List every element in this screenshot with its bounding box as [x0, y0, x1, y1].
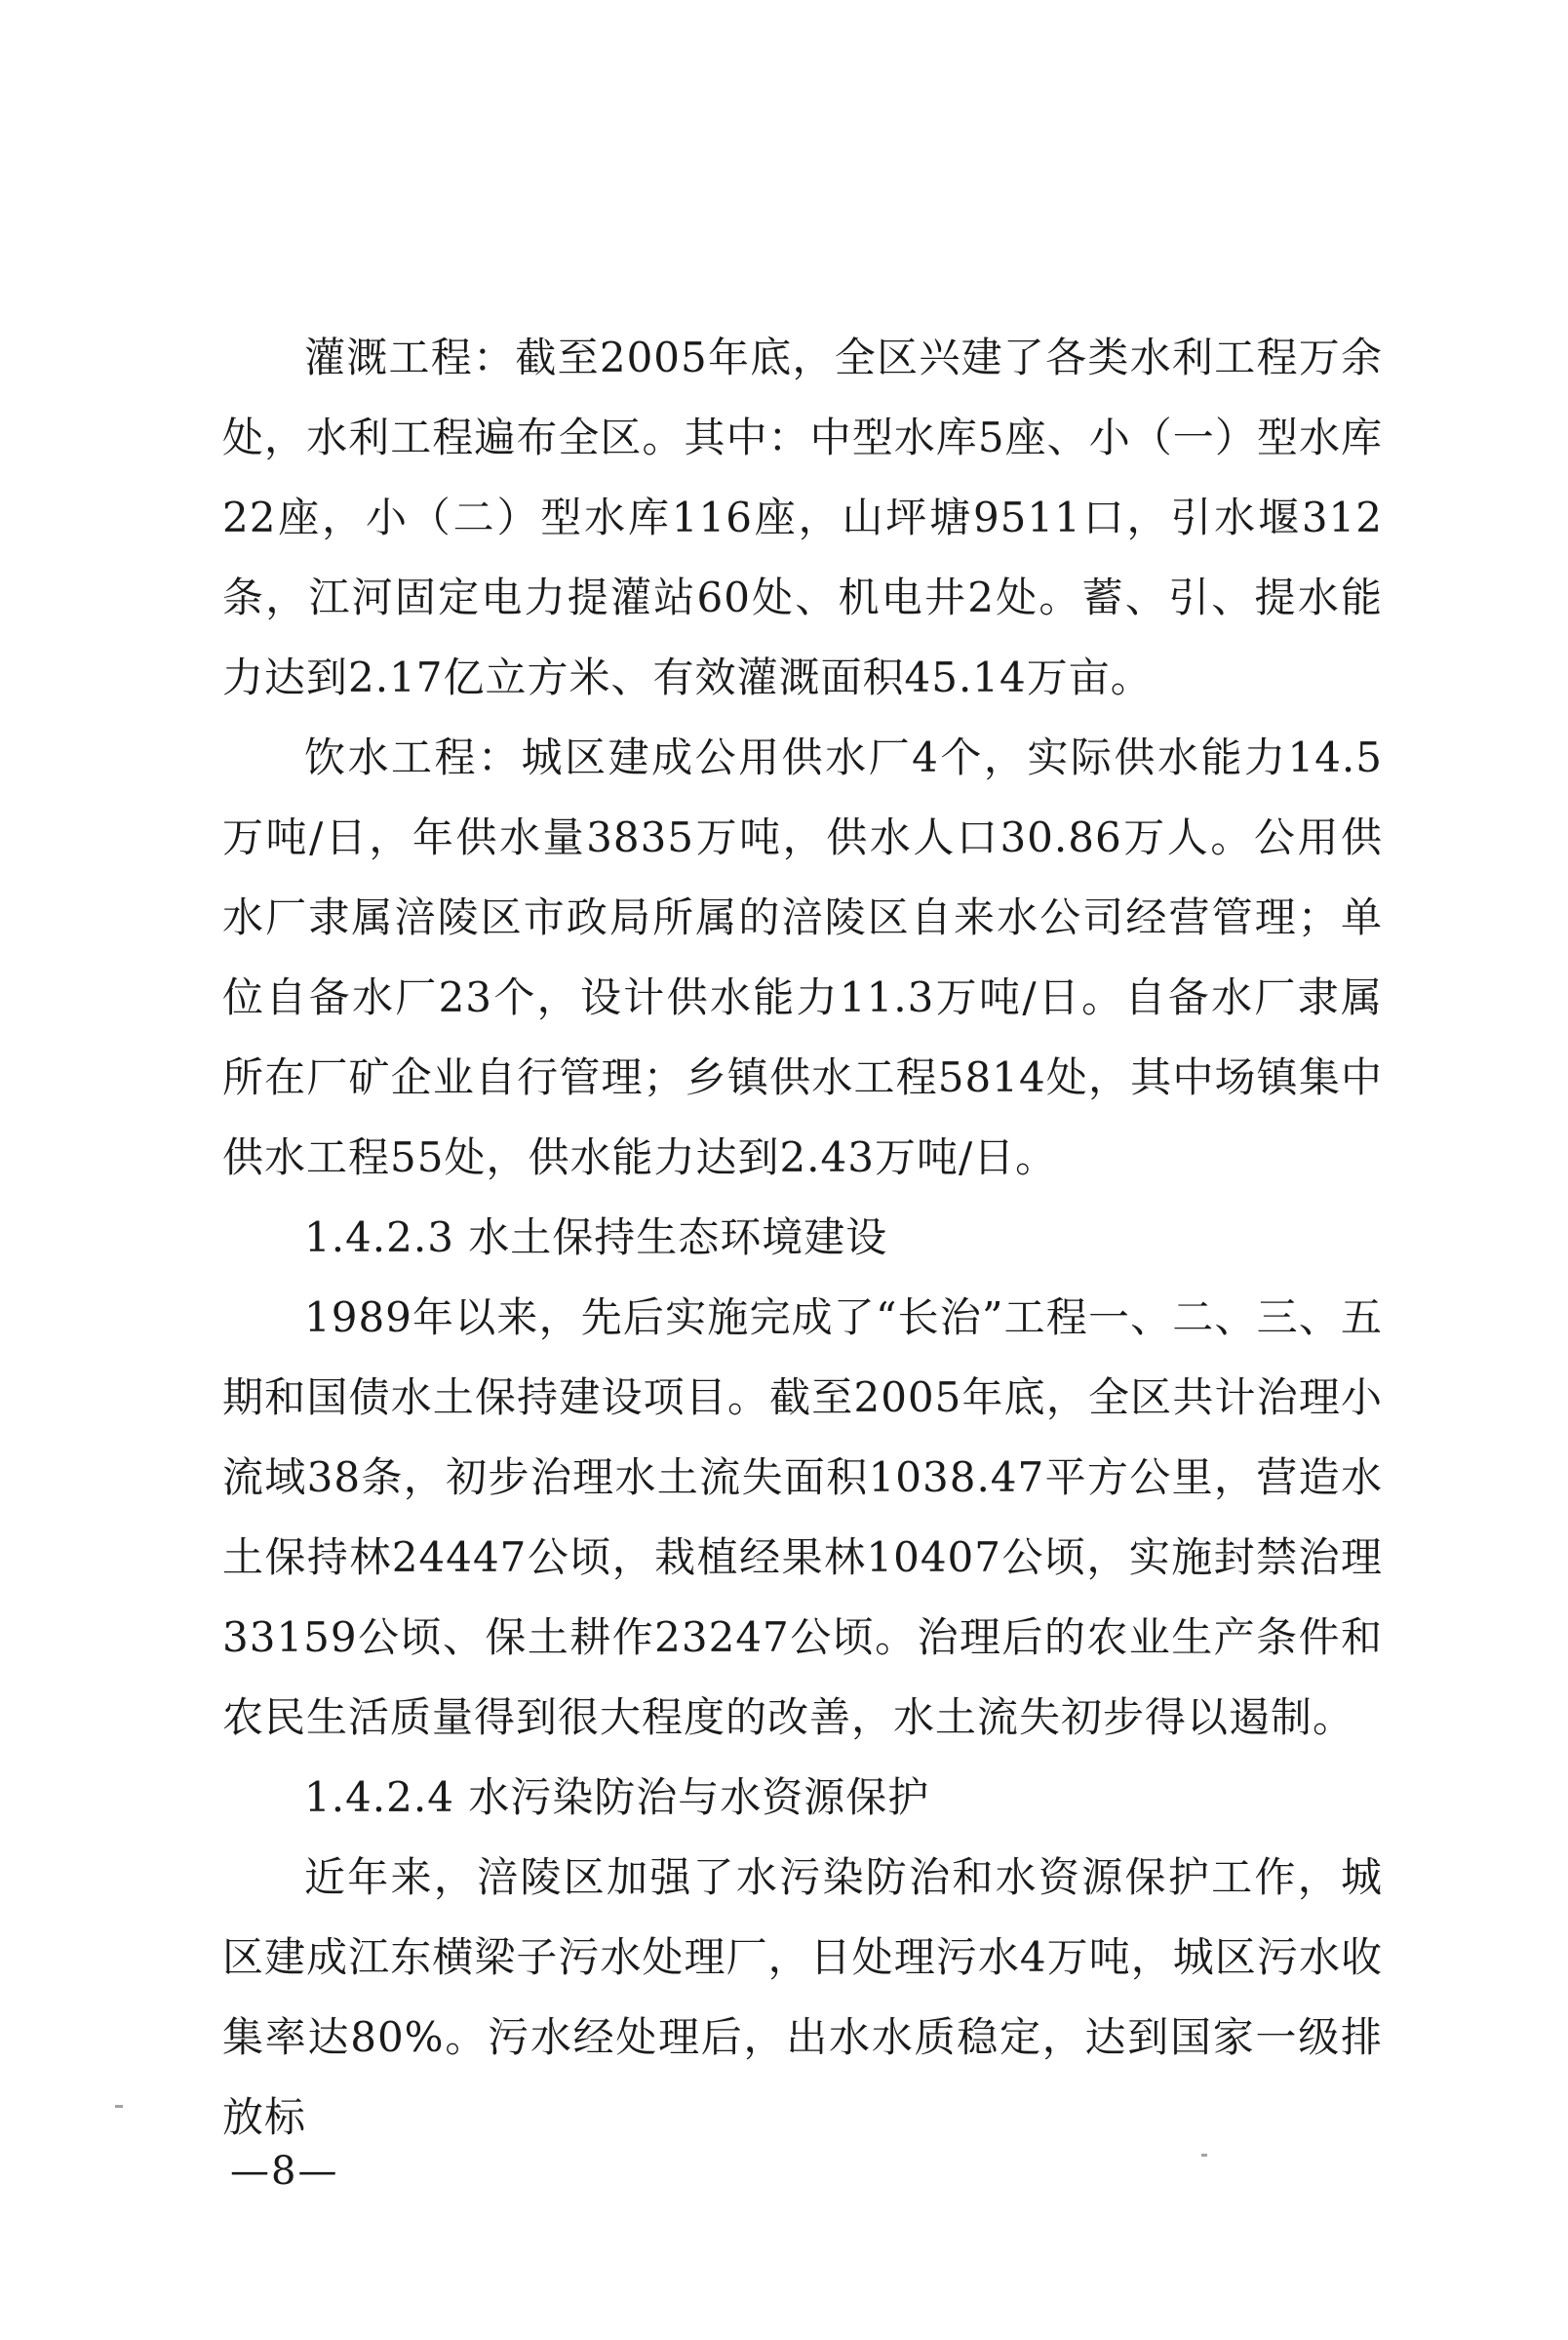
- paragraph-drinking-water: 饮水工程：城区建成公用供水厂4个，实际供水能力14.5万吨/日，年供水量3835万吨，供水人口30.86万人。公用供水厂隶属涪陵区市政局所属的涪陵区自来水公司经营管理；单位自备水厂23个，设计供水能力11.3万吨/日。自备水厂隶属所在厂矿企业自行管理；乡镇供水工程5814处，其中场镇集中供水工程55处，供水能力达到2.43万吨/日。: [222, 734, 1383, 1181]
- paragraph-water-pollution: 近年来，涪陵区加强了水污染防治和水资源保护工作，城区建成江东横梁子污水处理厂，日处理污水4万吨，城区污水收集率达80%。污水经处理后，出水水质稳定，达到国家一级排放标: [222, 1853, 1383, 2141]
- section-heading-1423: 1.4.2.3 水土保持生态环境建设: [304, 1213, 888, 1261]
- scan-artifact-right: [1201, 2154, 1207, 2157]
- paragraph-irrigation: 灌溉工程：截至2005年底，全区兴建了各类水利工程万余处，水利工程遍布全区。其中：中型水库5座、小（一）型水库22座，小（二）型水库116座，山坪塘9511口，引水堰312条，江河固定电力提灌站60处、机电井2处。蓄、引、提水能力达到2.17亿立方米、有效灌溉面积45.14万亩。: [222, 334, 1383, 701]
- section-heading-1424: 1.4.2.4 水污染防治与水资源保护: [304, 1773, 930, 1821]
- paragraph-soil-conservation: 1989年以来，先后实施完成了“长治”工程一、二、三、五期和国债水土保持建设项目。截至2005年底，全区共计治理小流域38条，初步治理水土流失面积1038.47平方公里，营造水土保持林24447公顷，栽植经果林10407公顷，实施封禁治理33159公顷、保土耕作23247公顷。治理后的农业生产条件和农民生活质量得到很大程度的改善，水土流失初步得以遏制。: [222, 1293, 1383, 1741]
- document-body: [222, 318, 1383, 2158]
- page-number: —8—: [230, 2149, 339, 2194]
- scan-artifact-left: [115, 2105, 123, 2108]
